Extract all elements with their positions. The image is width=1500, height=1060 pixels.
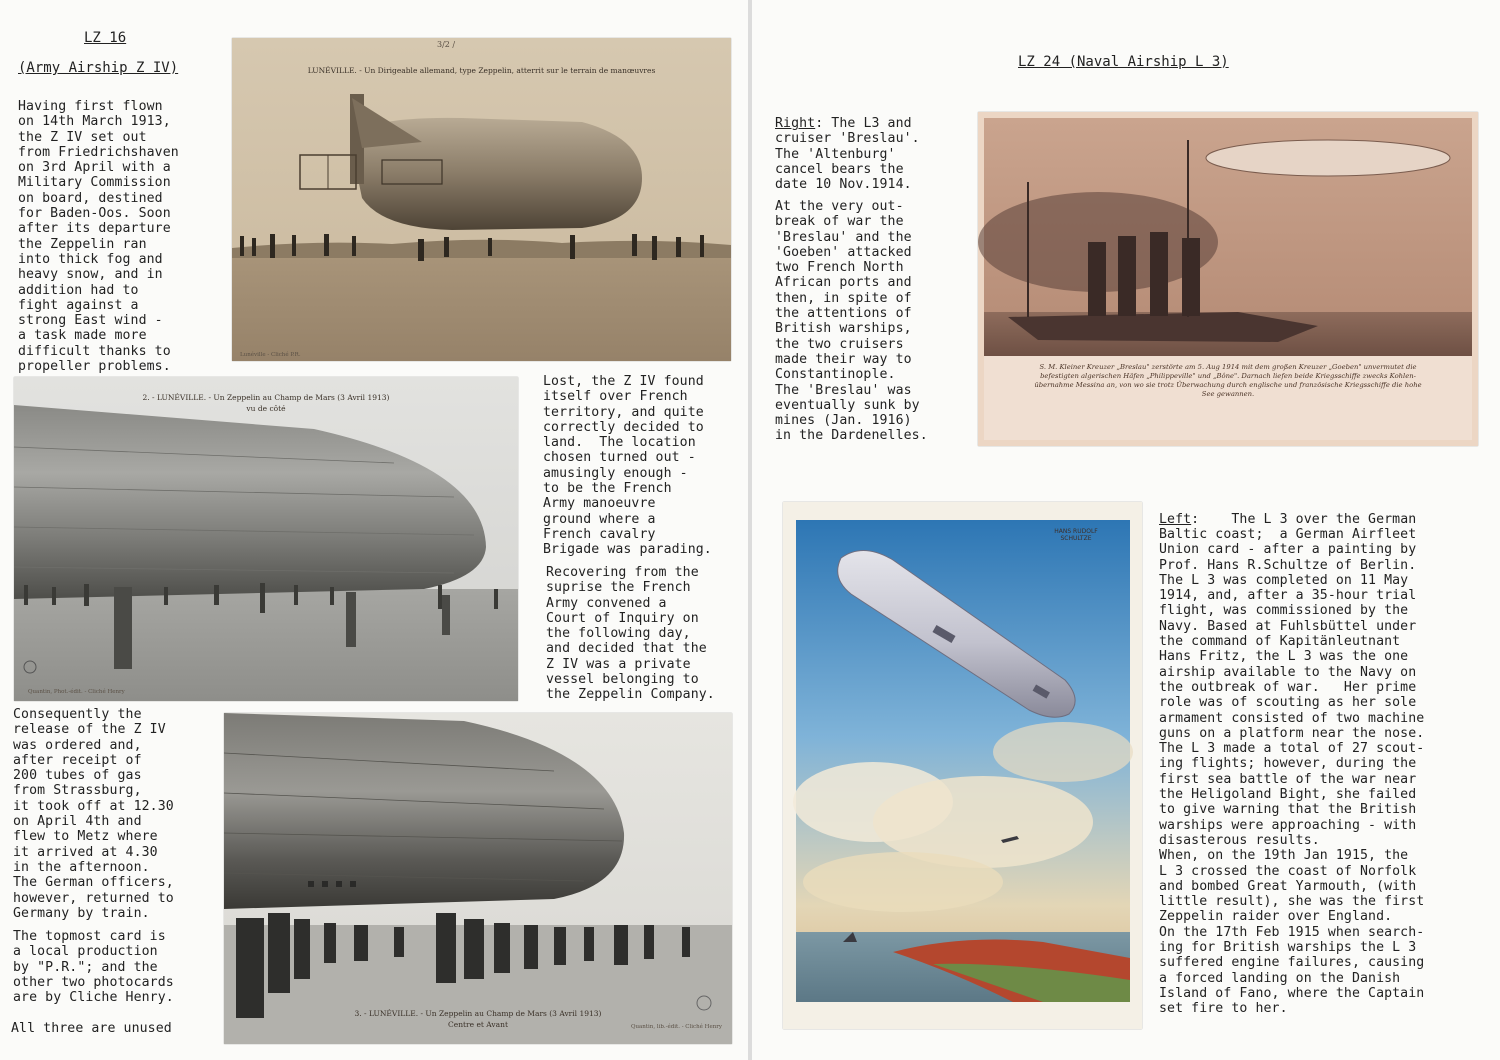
postcard-zeppelin-front-view <box>224 713 732 1044</box>
right-text-block-3: Baltic coast; a German Airfleet Union card - after a painting by Prof. Hans R.Schultze of Berlin. The L 3 was completed on 11 May 1914, and, after a 35-hour trial flight, was commissioned by the Navy. Based at Fuhlsbüttel under the command of Kapitänleutnant Hans Fritz, the L 3 was the one airship available to the Navy on the outbreak of war. Her prime role was of scouting as her sole armament consisted of two machine guns on a platform near the nose. The L 3 made a total of 27 scout- ing flights; however, during the first sea battle of the war near the Heligoland Bight, she failed to give warning that the British warships were approaching - with disasterous results. When, on the 19th Jan 1915, the L 3 crossed the coast of Norfolk and bombed Great Yarmouth, (with little result), she was the first Zeppelin raider over England. On the 17th Feb 1915 when search- ing for British warships the L 3 suffered engine failures, causing a forced landing on the Danish Island of Fano, where the Captain set fire to her. <box>1159 527 1425 1017</box>
right-text-block-2: At the very out- break of war the 'Breslau' and the 'Goeben' attacked two French North African ports and then, in spite of the attentions of British warships, the two cruisers made their way to Constantinople. The 'Breslau' was eventually sunk by mines (Jan. 1916) in the Dardenelles. <box>775 199 928 444</box>
breslau-card-caption: S. M. Kleiner Kreuzer „Breslau" zerstörte am 5. Aug 1914 mit dem großen Kreuzer „Goeben" unvermutet die befestigten algerischen Häfen „Philippeville" und „Bône". Darnach liefen beide Kriegsschiffe zwecks Kohlen- übernahme Messina an, von wo sie trotz Überwachung durch englische und französische Kriegsschiffe die hohe See gewannen. <box>1034 363 1422 398</box>
left-page-title: LZ 16 <box>84 30 127 46</box>
right-text-block-3-first-line <box>1159 512 1416 527</box>
left-page-subtitle: (Army Airship Z IV) <box>18 60 179 76</box>
card3-footer: Quantin, lib.-édit. - Cliché Henry <box>630 1024 722 1030</box>
card1-footer: Lunéville - Cliché P.R. <box>240 352 301 358</box>
left-label: Left <box>1159 512 1192 527</box>
right-page-title: LZ 24 (Naval Airship L 3) <box>1018 54 1229 70</box>
l3-over-baltic-painting <box>783 502 1142 1029</box>
card2-caption-line1: 2. - LUNÉVILLE. - Un Zeppelin au Champ de Mars (3 Avril 1913) <box>142 393 390 402</box>
card3-caption-line1: 3. - LUNÉVILLE. - Un Zeppelin au Champ de Mars (3 Avril 1913) <box>354 1009 602 1018</box>
postcard-zeppelin-side-view <box>14 377 518 701</box>
left-album-page <box>0 0 748 1060</box>
right-album-page <box>752 0 1500 1060</box>
left-text-block-3: Recovering from the suprise the French Army convened a Court of Inquiry on the following day, and decided that the Z IV was a private vessel belonging to the Zeppelin Company. <box>546 565 715 703</box>
painting-signature: HANS RUDOLF SCHULTZE <box>1054 528 1098 542</box>
right-label: Right <box>775 116 816 131</box>
card3-caption-line2: Centre et Avant <box>448 1020 508 1029</box>
right-text-block-1 <box>775 116 920 192</box>
left-text-block-2: Lost, the Z IV found itself over French territory, and quite correctly decided to land. The location chosen turned out - amusingly enough - to be the French Army manoeuvre ground where a French cavalry Brigade was parading. <box>543 374 712 558</box>
card2-footer: Quantin, Phot.-édit. - Cliché Henry <box>28 689 125 695</box>
right-text-block-1-body: : The L3 and cruiser 'Breslau'. The 'Altenburg' cancel bears the date 10 Nov.1914. <box>775 116 920 193</box>
postcard-l3-painting <box>783 502 1142 1029</box>
zeppelin-side-photo <box>14 377 518 701</box>
card2-caption-line2: vu de côté <box>246 404 286 413</box>
airship-landing-photo <box>232 38 731 361</box>
left-text-block-1: Having first flown on 14th March 1913, the Z IV set out from Friedrichshaven on 3rd April with a Military Commission on board, destined for Baden-Oos. Soon after its departure the Zeppelin ran into thick fog and heavy snow, and in addition had to fight against a strong East wind - a task made more difficult thanks to propeller problems. <box>18 99 179 375</box>
postcard-breslau-cruiser <box>978 112 1478 446</box>
card1-pencil-mark: 3/2 / <box>437 40 456 49</box>
left-text-block-4: Consequently the release of the Z IV was ordered and, after receipt of 200 tubes of gas from Strassburg, it took off at 12.30 on April 4th and flew to Metz where it arrived at 4.30 in the afternoon. The German officers, however, returned to Germany by train. <box>13 707 174 921</box>
left-text-block-5: The topmost card is a local production by "P.R."; and the other two photocards are by Cliche Henry. <box>13 929 174 1006</box>
right-text-block-3-first-line-body: : The L 3 over the German <box>1191 512 1417 527</box>
card1-caption: LUNÉVILLE. - Un Dirigeable allemand, type Zeppelin, atterrit sur le terrain de manœuvres <box>307 66 656 75</box>
left-text-block-6: All three are unused <box>11 1021 172 1036</box>
zeppelin-front-photo <box>224 713 732 1044</box>
postcard-luneville-dirigeable <box>232 38 731 361</box>
